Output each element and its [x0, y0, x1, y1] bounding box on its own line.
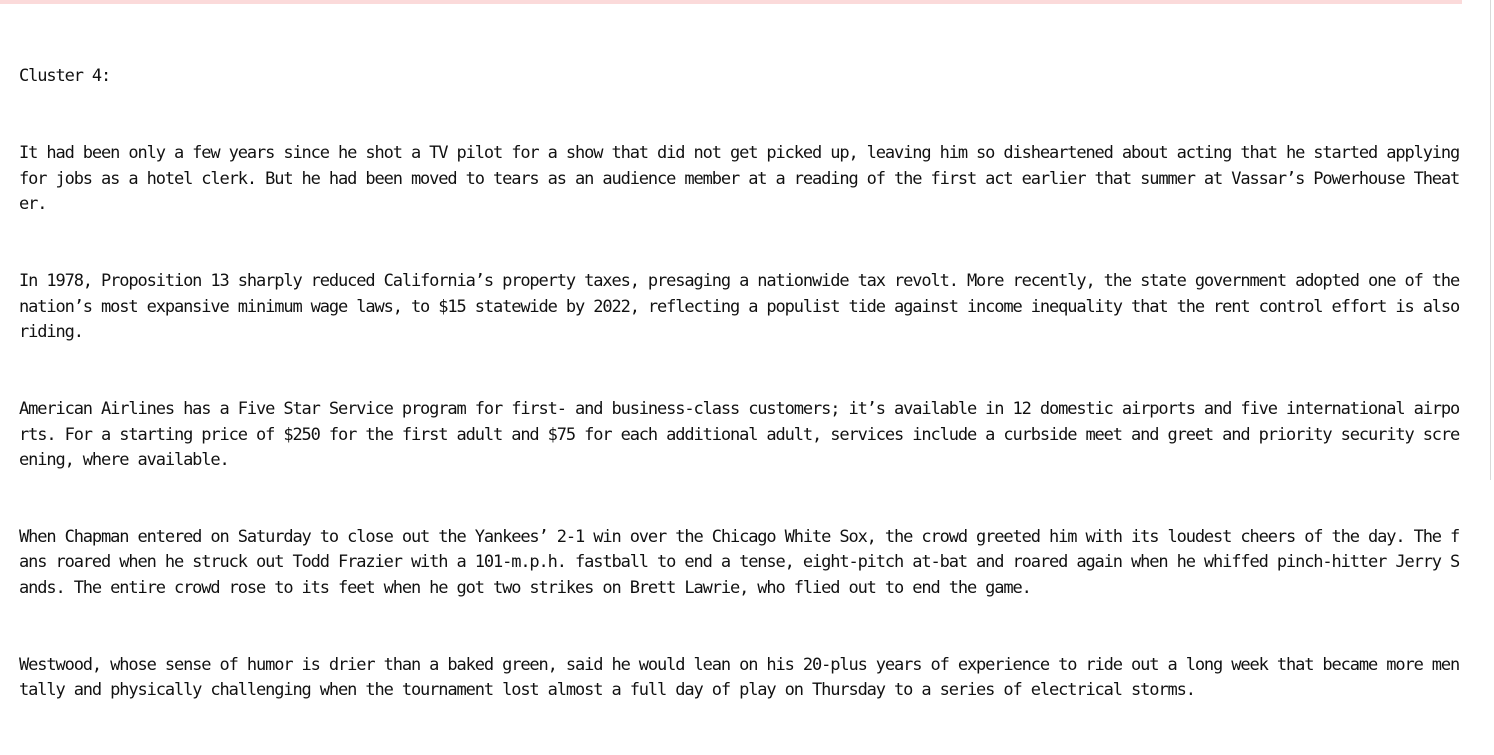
output-paragraph: Westwood, whose sense of humor is drier than a baked green, said he would lean on his 20-plus years of experience to ride out a long week that became more mentally and physically challenging when the tournament lost almost a full day of play on Thursday to a series of electrical storms.: [19, 654, 1460, 701]
output-paragraph: It had been only a few years since he shot a TV pilot for a show that did not get picked up, leaving him so disheartened about acting that he started applying for jobs as a hotel clerk. But he had been moved to tears as an audience member at a reading of the first act earlier that summer at Vassar’s Powerhouse Theater.: [19, 142, 1469, 215]
output-paragraph: American Airlines has a Five Star Service program for first- and business-class customers; it’s available in 12 domestic airports and five international airports. For a starting price of $250 for the first adult and $75 for each additional adult, services include a curbside meet and greet and priority security screening, where available.: [19, 398, 1460, 471]
output-top-border: [0, 0, 1462, 4]
cluster-heading: Cluster 4:: [19, 66, 111, 87]
scrollbar-track[interactable]: [1490, 0, 1491, 480]
output-paragraph: When Chapman entered on Saturday to close out the Yankees’ 2-1 win over the Chicago White Sox, the crowd greeted him with its loudest cheers of the day. The fans roared when he struck out Todd Frazier with a 101-m.p.h. fastball to end a tense, eight-pitch at-bat and roared again when he whiffed pinch-hitter Jerry Sands. The entire crowd rose to its feet when he got two strikes on Brett Lawrie, who flied out to end the game.: [19, 526, 1460, 599]
text-output-cell: [19, 13, 1467, 755]
output-paragraph: In 1978, Proposition 13 sharply reduced California’s property taxes, presaging a nationwide tax revolt. More recently, the state government adopted one of the nation’s most expansive minimum wage laws, to $15 statewide by 2022, reflecting a populist tide against income inequality that the rent control effort is also riding.: [19, 270, 1469, 343]
